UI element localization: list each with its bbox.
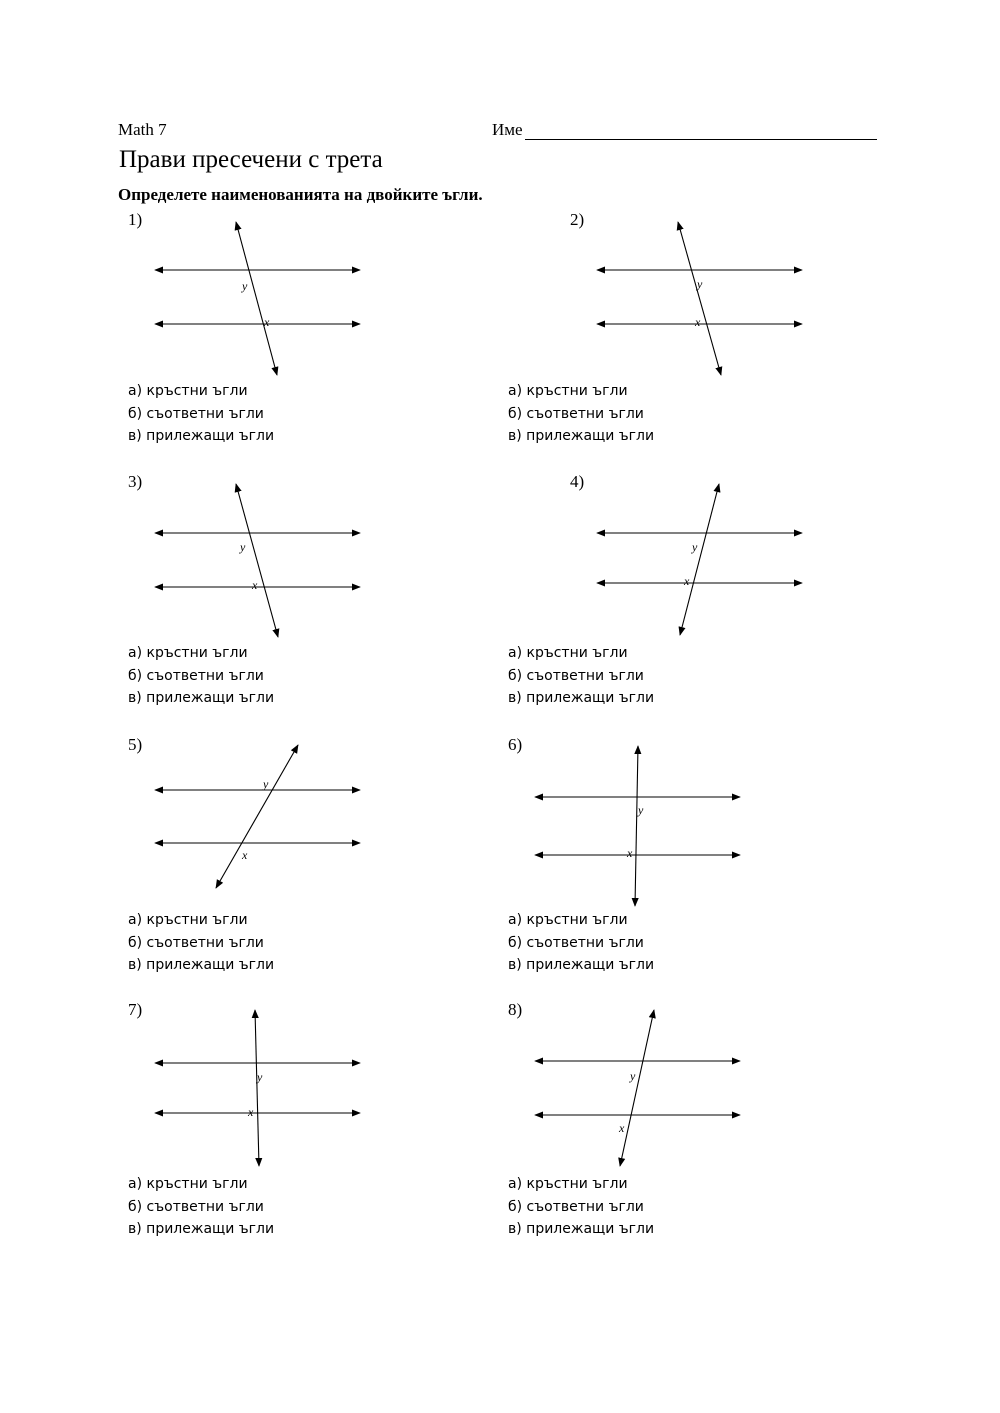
problem-6-options — [508, 909, 654, 977]
problem-4-angle-y-label: y — [692, 540, 698, 554]
problem-2-number: 2) — [570, 210, 585, 229]
problem-7-number: 7) — [128, 1000, 143, 1019]
problem-7-options — [128, 1173, 274, 1241]
problem-8-angle-y-label: y — [630, 1069, 636, 1083]
problem-3-transversal — [236, 484, 278, 637]
problem-7-option-v[interactable]: в) прилежащи ъгли — [128, 1221, 275, 1238]
problem-7-transversal — [255, 1010, 259, 1166]
problem-3-option-v[interactable]: в) прилежащи ъгли — [128, 690, 275, 707]
problem-4-options — [508, 642, 654, 710]
problem-8-option-v[interactable]: в) прилежащи ъгли — [508, 1221, 655, 1238]
problem-3-number: 3) — [128, 472, 143, 491]
problem-8-options — [508, 1173, 654, 1241]
problem-2-angle-y-label: y — [697, 277, 703, 291]
problem-5-angle-y-label: y — [263, 777, 269, 791]
problem-1-options — [128, 380, 274, 448]
problem-2-option-a[interactable]: а) кръстни ъгли — [508, 383, 628, 399]
problem-7-angle-y-label: y — [257, 1070, 263, 1084]
problem-6-angle-y-label: y — [638, 803, 644, 817]
problem-8-option-a[interactable]: а) кръстни ъгли — [508, 1176, 628, 1192]
worksheet-title: Прави пресечени с трета — [119, 146, 383, 173]
problem-4-option-v[interactable]: в) прилежащи ъгли — [508, 690, 655, 707]
name-label: Име — [492, 120, 523, 139]
problem-6-number: 6) — [508, 735, 523, 754]
instruction-text: Определете наименованията на двойките ъгли. — [118, 185, 483, 204]
problem-4-option-a[interactable]: а) кръстни ъгли — [508, 645, 628, 661]
problem-1-option-v[interactable]: в) прилежащи ъгли — [128, 428, 275, 445]
subject-label: Math 7 — [118, 120, 167, 139]
problem-2-option-v[interactable]: в) прилежащи ъгли — [508, 428, 655, 445]
problem-6-transversal — [635, 746, 638, 906]
problem-1-option-a[interactable]: а) кръстни ъгли — [128, 383, 248, 399]
problem-8-transversal — [620, 1010, 654, 1166]
problem-2-transversal — [678, 222, 721, 375]
problem-5-number: 5) — [128, 735, 143, 754]
problem-5-option-b[interactable]: б) съответни ъгли — [128, 934, 264, 951]
problem-2-options — [508, 380, 654, 448]
problem-4-option-b[interactable]: б) съответни ъгли — [508, 667, 644, 684]
problem-1-transversal — [236, 222, 277, 375]
problem-6-option-a[interactable]: а) кръстни ъгли — [508, 912, 628, 928]
problem-4-number: 4) — [570, 472, 585, 491]
problem-3-options — [128, 642, 274, 710]
problem-2-angle-x-label: x — [695, 315, 701, 329]
problem-5-transversal — [216, 745, 298, 888]
problem-5-option-v[interactable]: в) прилежащи ъгли — [128, 957, 275, 974]
problem-6-angle-x-label: x — [627, 846, 633, 860]
problem-4-transversal — [680, 484, 719, 635]
problem-3-angle-x-label: x — [252, 578, 258, 592]
problem-5-angle-x-label: x — [242, 848, 248, 862]
problem-1-option-b[interactable]: б) съответни ъгли — [128, 405, 264, 422]
problem-4-angle-x-label: x — [684, 574, 690, 588]
problem-5-options — [128, 909, 274, 977]
problem-1-angle-y-label: y — [242, 279, 248, 293]
problem-1-number: 1) — [128, 210, 143, 229]
problem-1-angle-x-label: x — [264, 315, 270, 329]
problem-6-option-v[interactable]: в) прилежащи ъгли — [508, 957, 655, 974]
problem-7-option-a[interactable]: а) кръстни ъгли — [128, 1176, 248, 1192]
problem-8-option-b[interactable]: б) съответни ъгли — [508, 1198, 644, 1215]
problem-8-number: 8) — [508, 1000, 523, 1019]
problem-5-option-a[interactable]: а) кръстни ъгли — [128, 912, 248, 928]
problem-7-option-b[interactable]: б) съответни ъгли — [128, 1198, 264, 1215]
problem-3-angle-y-label: y — [240, 540, 246, 554]
problem-7-angle-x-label: x — [248, 1105, 254, 1119]
problem-3-option-a[interactable]: а) кръстни ъгли — [128, 645, 248, 661]
problem-2-option-b[interactable]: б) съответни ъгли — [508, 405, 644, 422]
problem-6-option-b[interactable]: б) съответни ъгли — [508, 934, 644, 951]
problem-8-angle-x-label: x — [619, 1121, 625, 1135]
problem-3-option-b[interactable]: б) съответни ъгли — [128, 667, 264, 684]
